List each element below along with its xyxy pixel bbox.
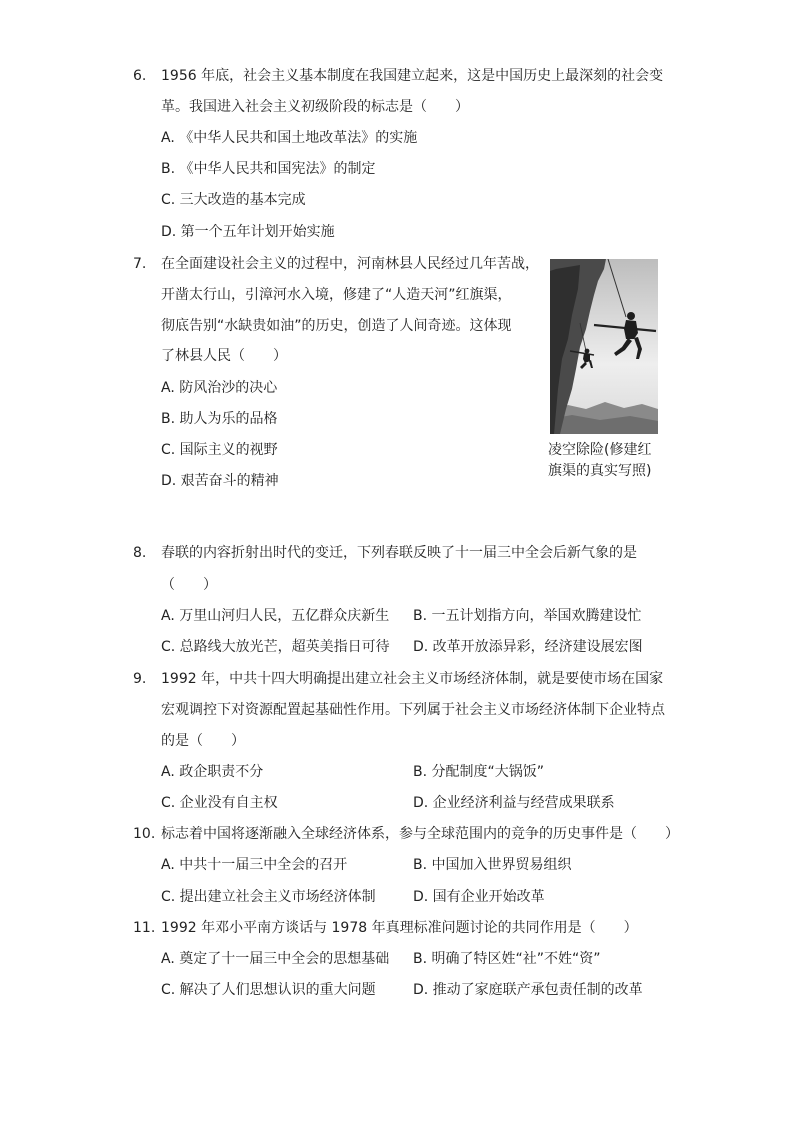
option-c: C. 企业没有自主权 (161, 795, 278, 811)
option-d: D. 国有企业开始改革 (413, 889, 545, 905)
option-d: D. 改革开放添异彩，经济建设展宏图 (413, 639, 643, 655)
question-number: 9. (133, 671, 147, 687)
question-number: 8. (133, 545, 147, 561)
question-stem-line: 在全面建设社会主义的过程中，河南林县人民经过几年苦战， (161, 256, 539, 272)
question-stem-line: 了林县人民（ ） (161, 348, 287, 364)
option-c: C. 国际主义的视野 (161, 442, 278, 458)
option-a: A. 防风治沙的决心 (161, 380, 278, 396)
figure-caption-line: 旗渠的真实写照) (548, 463, 652, 479)
option-b: B. 中国加入世界贸易组织 (413, 857, 572, 873)
question-stem-line: （ ） (161, 577, 217, 593)
question-stem-line: 1956 年底，社会主义基本制度在我国建立起来，这是中国历史上最深刻的社会变 (161, 68, 664, 84)
option-b: B. 一五计划指方向，举国欢腾建设忙 (413, 608, 642, 624)
option-d: D. 第一个五年计划开始实施 (161, 224, 335, 240)
question-stem-line: 开凿太行山，引漳河水入境，修建了“人造天河”红旗渠， (161, 287, 512, 303)
question-stem-line: 春联的内容折射出时代的变迁，下列春联反映了十一届三中全会后新气象的是 (161, 545, 637, 561)
question-number: 10. (133, 826, 156, 842)
option-c: C. 解决了人们思想认识的重大问题 (161, 982, 376, 998)
option-d: D. 推动了家庭联产承包责任制的改革 (413, 982, 643, 998)
option-b: B. 分配制度“大锅饭” (413, 764, 545, 780)
question-stem-line: 1992 年邓小平南方谈话与 1978 年真理标准问题讨论的共同作用是（ ） (161, 920, 638, 936)
question-number: 7. (133, 256, 147, 272)
option-a: A. 万里山河归人民，五亿群众庆新生 (161, 608, 390, 624)
option-a: A. 《中华人民共和国土地改革法》的实施 (161, 130, 418, 146)
option-d: D. 艰苦奋斗的精神 (161, 473, 279, 489)
option-c: C. 提出建立社会主义市场经济体制 (161, 889, 376, 905)
option-b: B. 助人为乐的品格 (161, 411, 278, 427)
option-d: D. 企业经济利益与经营成果联系 (413, 795, 615, 811)
option-a: A. 政企职责不分 (161, 764, 264, 780)
question-stem-line: 宏观调控下对资源配置起基础性作用。下列属于社会主义市场经济体制下企业特点 (161, 702, 665, 718)
figure-caption-line: 凌空除险(修建红 (548, 442, 652, 458)
option-a: A. 中共十一届三中全会的召开 (161, 857, 348, 873)
question-stem-line: 革。我国进入社会主义初级阶段的标志是（ ） (161, 99, 469, 115)
option-b: B. 《中华人民共和国宪法》的制定 (161, 161, 376, 177)
cliff-workers-photo (550, 259, 658, 434)
option-a: A. 奠定了十一届三中全会的思想基础 (161, 951, 390, 967)
question-stem-line: 标志着中国将逐渐融入全球经济体系，参与全球范围内的竞争的历史事件是（ ） (161, 826, 679, 842)
question-stem-line: 彻底告别“水缺贵如油”的历史，创造了人间奇迹。这体现 (161, 318, 512, 334)
option-c: C. 三大改造的基本完成 (161, 192, 306, 208)
question-stem-line: 的是（ ） (161, 733, 245, 749)
option-b: B. 明确了特区姓“社”不姓“资” (413, 951, 601, 967)
question-number: 11. (133, 920, 156, 936)
question-number: 6. (133, 68, 147, 84)
question-stem-line: 1992 年，中共十四大明确提出建立社会主义市场经济体制，就是要使市场在国家 (161, 671, 664, 687)
option-c: C. 总路线大放光芒，超英美指日可待 (161, 639, 390, 655)
